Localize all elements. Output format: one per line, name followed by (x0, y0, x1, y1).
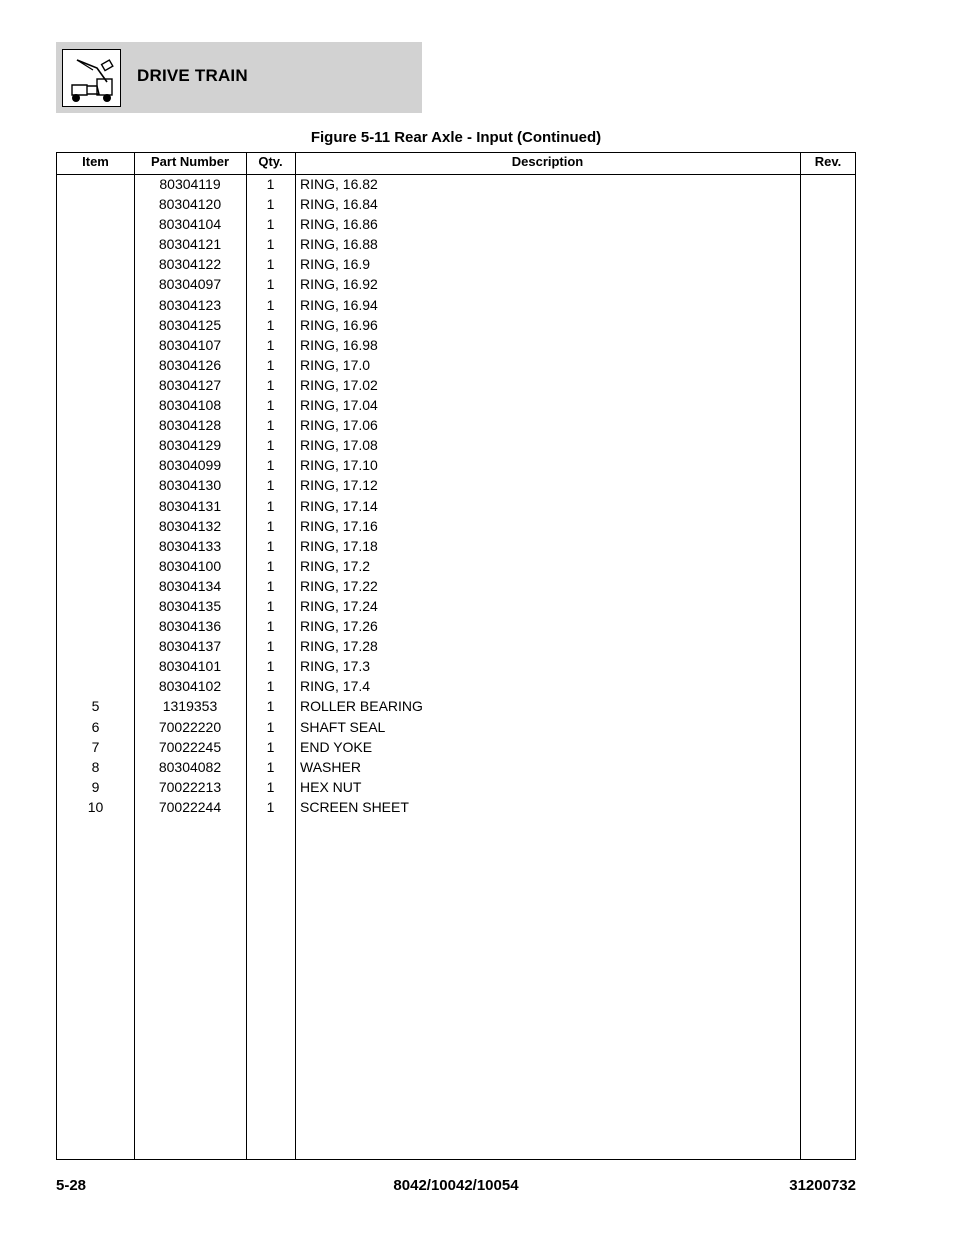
table-row (57, 677, 855, 697)
table-row (57, 577, 855, 597)
table-row (57, 255, 855, 275)
description-cell: RING, 17.18 (300, 537, 378, 554)
qty-cell: 1 (266, 356, 275, 373)
qty-cell: 1 (266, 196, 275, 213)
part-number-cell: 70022220 (158, 718, 222, 735)
part-number-cell: 80304120 (158, 196, 222, 213)
figure-title: Figure 5-11 Rear Axle - Input (Continued) (310, 129, 602, 146)
table-row (57, 517, 855, 537)
description-cell: RING, 17.4 (300, 678, 371, 695)
table-row (57, 637, 855, 657)
description-cell: RING, 17.0 (300, 356, 371, 373)
column-header-qty: Qty. (258, 154, 283, 169)
table-row (57, 617, 855, 637)
qty-cell: 1 (266, 437, 275, 454)
description-cell: END YOKE (300, 738, 373, 755)
table-row (57, 597, 855, 617)
item-cell: 6 (91, 718, 100, 735)
part-number-cell: 80304135 (158, 597, 222, 614)
part-number-cell: 80304126 (158, 356, 222, 373)
description-cell: RING, 17.24 (300, 597, 378, 614)
part-number-cell: 80304102 (158, 678, 222, 695)
table-row (57, 456, 855, 476)
qty-cell: 1 (266, 256, 275, 273)
page-number: 5-28 (56, 1177, 87, 1194)
description-cell: RING, 17.12 (300, 477, 378, 494)
qty-cell: 1 (266, 336, 275, 353)
description-cell: RING, 17.14 (300, 497, 378, 514)
part-number-cell: 80304128 (158, 417, 222, 434)
qty-cell: 1 (266, 477, 275, 494)
description-cell: WASHER (300, 758, 361, 775)
item-cell: 8 (91, 758, 100, 775)
qty-cell: 1 (266, 738, 275, 755)
table-row (57, 557, 855, 577)
parts-table (56, 152, 856, 1160)
description-cell: RING, 17.04 (300, 397, 378, 414)
description-cell: SHAFT SEAL (300, 718, 386, 735)
column-header-rev: Rev. (814, 154, 842, 169)
description-cell: RING, 16.92 (300, 276, 378, 293)
description-cell: RING, 16.9 (300, 256, 371, 273)
qty-cell: 1 (266, 276, 275, 293)
table-row (57, 436, 855, 456)
aerial-lift-icon (62, 49, 121, 107)
qty-cell: 1 (266, 376, 275, 393)
description-cell: RING, 16.84 (300, 196, 378, 213)
qty-cell: 1 (266, 758, 275, 775)
qty-cell: 1 (266, 798, 275, 815)
part-number-cell: 80304101 (158, 658, 222, 675)
qty-cell: 1 (266, 296, 275, 313)
qty-cell: 1 (266, 417, 275, 434)
qty-cell: 1 (266, 638, 275, 655)
table-row (57, 798, 855, 818)
section-title: DRIVE TRAIN (137, 66, 248, 85)
description-cell: SCREEN SHEET (300, 798, 409, 815)
qty-cell: 1 (266, 658, 275, 675)
table-row (57, 657, 855, 677)
description-cell: RING, 16.88 (300, 236, 378, 253)
part-number-cell: 80304108 (158, 397, 222, 414)
part-number-cell: 80304119 (159, 176, 221, 192)
item-cell: 10 (87, 798, 104, 815)
part-number-cell: 80304133 (158, 537, 222, 554)
table-row (57, 175, 855, 195)
qty-cell: 1 (266, 597, 275, 614)
description-cell: RING, 17.08 (300, 437, 378, 454)
table-row (57, 396, 855, 416)
column-header-item: Item (82, 154, 109, 169)
part-number-cell: 70022245 (158, 738, 222, 755)
table-row (57, 497, 855, 517)
column-header-part-number: Part Number (150, 154, 230, 169)
part-number-cell: 80304129 (158, 437, 222, 454)
description-cell: HEX NUT (300, 778, 362, 795)
item-cell: 5 (91, 698, 100, 715)
part-number-cell: 80304136 (158, 618, 222, 635)
description-cell: RING, 16.96 (300, 316, 378, 333)
table-row (57, 336, 855, 356)
qty-cell: 1 (266, 678, 275, 695)
model-numbers: 8042/10042/10054 (393, 1177, 519, 1194)
section-header (56, 42, 422, 113)
part-number-cell: 1319353 (162, 698, 218, 715)
table-row (57, 476, 855, 496)
qty-cell: 1 (266, 557, 275, 574)
part-number-cell: 80304107 (158, 336, 222, 353)
table-row (57, 356, 855, 376)
part-number-cell: 80304099 (158, 457, 222, 474)
item-cell: 9 (91, 778, 100, 795)
qty-cell: 1 (266, 176, 275, 192)
part-number-cell: 70022213 (158, 778, 222, 795)
table-row (57, 235, 855, 255)
qty-cell: 1 (266, 397, 275, 414)
part-number-cell: 80304125 (158, 316, 222, 333)
part-number-cell: 80304082 (158, 758, 222, 775)
description-cell: ROLLER BEARING (300, 698, 423, 715)
table-row (57, 778, 855, 798)
document-number: 31200732 (789, 1177, 856, 1194)
table-row (57, 718, 855, 738)
qty-cell: 1 (266, 577, 275, 594)
part-number-cell: 80304097 (158, 276, 222, 293)
description-cell: RING, 17.28 (300, 638, 378, 655)
part-number-cell: 80304100 (158, 557, 222, 574)
qty-cell: 1 (266, 497, 275, 514)
table-row (57, 758, 855, 778)
part-number-cell: 80304130 (158, 477, 222, 494)
column-header-description: Description (511, 154, 584, 169)
qty-cell: 1 (266, 718, 275, 735)
description-cell: RING, 16.86 (300, 216, 378, 233)
qty-cell: 1 (266, 316, 275, 333)
description-cell: RING, 17.22 (300, 577, 378, 594)
table-row (57, 537, 855, 557)
description-cell: RING, 17.26 (300, 618, 378, 635)
table-row (57, 416, 855, 436)
part-number-cell: 80304134 (158, 577, 222, 594)
qty-cell: 1 (266, 618, 275, 635)
table-row (57, 697, 855, 717)
description-cell: RING, 16.82 (300, 176, 378, 192)
part-number-cell: 80304122 (158, 256, 222, 273)
qty-cell: 1 (266, 457, 275, 474)
qty-cell: 1 (266, 216, 275, 233)
description-cell: RING, 17.06 (300, 417, 378, 434)
part-number-cell: 80304104 (158, 216, 222, 233)
qty-cell: 1 (266, 698, 275, 715)
table-row (57, 316, 855, 336)
qty-cell: 1 (266, 778, 275, 795)
part-number-cell: 80304121 (158, 236, 222, 253)
description-cell: RING, 17.02 (300, 376, 378, 393)
description-cell: RING, 16.94 (300, 296, 378, 313)
table-row (57, 296, 855, 316)
description-cell: RING, 17.3 (300, 658, 371, 675)
description-cell: RING, 17.2 (300, 557, 371, 574)
description-cell: RING, 17.16 (300, 517, 378, 534)
table-body (57, 175, 855, 818)
part-number-cell: 80304137 (158, 638, 222, 655)
description-cell: RING, 17.10 (300, 457, 378, 474)
qty-cell: 1 (266, 517, 275, 534)
part-number-cell: 80304132 (158, 517, 222, 534)
table-row (57, 215, 855, 235)
part-number-cell: 80304131 (158, 497, 222, 514)
part-number-cell: 80304123 (158, 296, 222, 313)
table-row (57, 738, 855, 758)
table-row (57, 195, 855, 215)
description-cell: RING, 16.98 (300, 336, 378, 353)
part-number-cell: 70022244 (158, 798, 222, 815)
table-row (57, 376, 855, 396)
item-cell: 7 (91, 738, 100, 755)
table-row (57, 275, 855, 295)
qty-cell: 1 (266, 537, 275, 554)
qty-cell: 1 (266, 236, 275, 253)
part-number-cell: 80304127 (158, 376, 222, 393)
